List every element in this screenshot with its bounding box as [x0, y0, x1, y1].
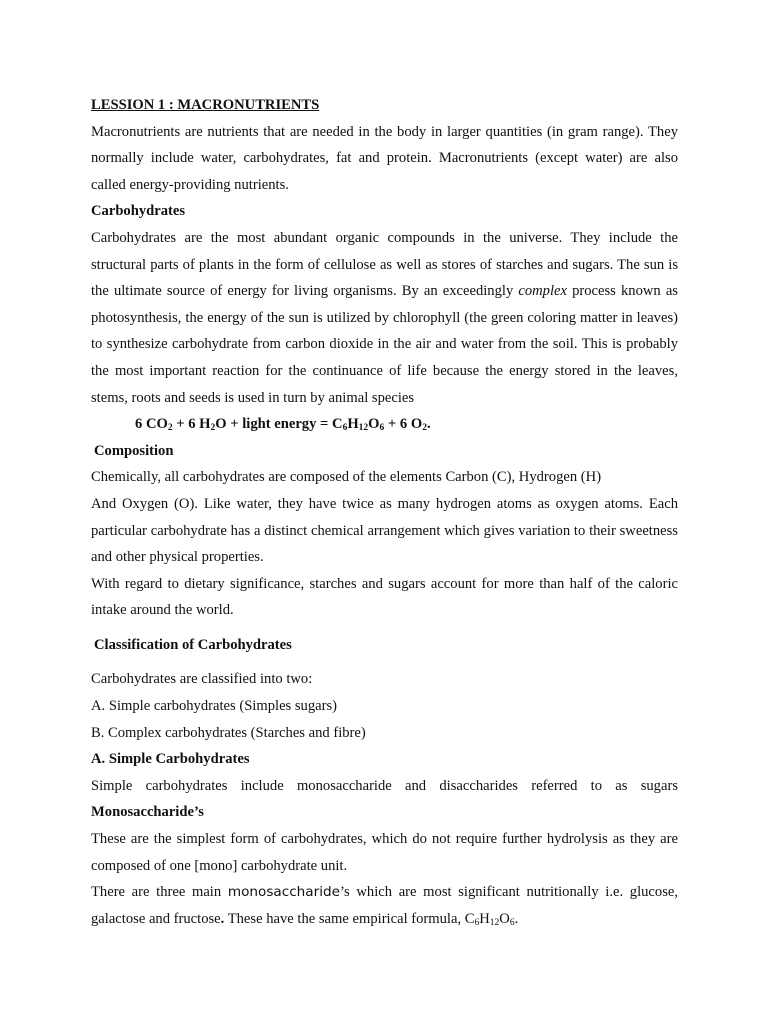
equation-subscript: 2	[422, 423, 427, 434]
formula-subscript: 6	[509, 917, 515, 928]
carbohydrates-heading: Carbohydrates	[91, 203, 186, 220]
equation-part: O + light energy = C	[215, 416, 343, 433]
classification-item-a: A. Simple carbohydrates (Simples sugars)	[91, 698, 338, 715]
monosaccharides-paragraph-2	[91, 879, 678, 932]
photosynthesis-equation	[91, 411, 678, 438]
equation-subscript: 6	[342, 423, 348, 434]
composition-line-1: Chemically, all carbohydrates are composed of the elements Carbon (C), Hydrogen (H)	[91, 469, 602, 486]
classification-intro: Carbohydrates are classified into two:	[91, 671, 313, 688]
composition-paragraph-3: With regard to dietary significance, starches and sugars account for more than half of the caloric intake around the world.	[91, 575, 678, 619]
monosaccharides-heading: Monosaccharide’s	[91, 804, 204, 821]
equation-subscript: 6	[379, 423, 385, 434]
equation-subscript: 2	[167, 423, 173, 434]
equation-part: 6 CO	[135, 416, 168, 433]
equation-part: O	[368, 416, 380, 433]
carbohydrates-text-2: process known as photosynthesis, the energy of the sun is utilized by chlorophyll (the green coloring matter in leaves) to synthesize carbohydrate from carbon dioxide in the air and water from the soil. This is probably the most important reaction for the continuance of life because the energy stored in the leaves, stems, roots and seeds is used in turn by animal species	[91, 283, 678, 406]
mono-highlight-word: monosaccharide	[227, 884, 340, 901]
carbohydrates-paragraph	[91, 225, 678, 411]
intro-text: Macronutrients are nutrients that are needed in the body in larger quantities (in gram range). They normally include water, carbohydrates, fat and protein. Macronutrients (except water) are also called energy-providing nutrients.	[91, 123, 678, 193]
equation-part: .	[426, 416, 431, 433]
mono-text-part: These have the same empirical formula, C	[224, 910, 475, 927]
mono-bold-dot: .	[220, 910, 225, 927]
formula-part: .	[514, 910, 519, 927]
intro-paragraph	[91, 119, 678, 199]
formula-part: H	[479, 910, 490, 927]
carbohydrates-text-1: Carbohydrates are the most abundant organic compounds in the universe. They include the structural parts of plants in the form of cellulose as well as stores of starches and sugars. The sun is the ultimate source of energy for living organisms. By an exceedingly	[91, 229, 678, 300]
formula-subscript: 12	[489, 917, 500, 928]
classification-item-b: B. Complex carbohydrates (Starches and fibre)	[91, 724, 366, 741]
equation-part: H	[347, 416, 359, 433]
composition-paragraph-2: And Oxygen (O). Like water, they have twice as many hydrogen atoms as oxygen atoms. Each particular carbohydrate has a distinct chemical arrangement which gives variation to their sweetness and other physical properties.	[91, 495, 678, 566]
formula-subscript: 6	[474, 917, 480, 928]
equation-part: + 6 O	[384, 416, 423, 433]
simple-carbohydrates-paragraph: Simple carbohydrates include monosaccharide and disaccharides referred to as sugars	[91, 777, 678, 794]
lesson-title: LESSION 1 : MACRONUTRIENTS	[91, 97, 320, 113]
equation-subscript: 12	[358, 423, 369, 434]
mono-text-part: ’s which are most significant nutritionally i.e. glucose, galactose and fructose	[91, 884, 678, 927]
document-page	[91, 92, 678, 932]
classification-heading: Classification of Carbohydrates	[94, 636, 292, 653]
composition-heading: Composition	[94, 442, 174, 459]
equation-subscript: 2	[210, 423, 216, 434]
equation-part: + 6 H	[172, 416, 211, 433]
monosaccharides-paragraph-1: These are the simplest form of carbohydrates, which do not require further hydrolysis as they are composed of one [mono] carbohydrate unit.	[91, 831, 678, 874]
formula-part: O	[499, 910, 510, 927]
mono-text-part: There are three main	[91, 884, 228, 901]
carbohydrates-italic-word: complex	[518, 283, 567, 300]
simple-carbohydrates-heading: A. Simple Carbohydrates	[91, 751, 250, 768]
